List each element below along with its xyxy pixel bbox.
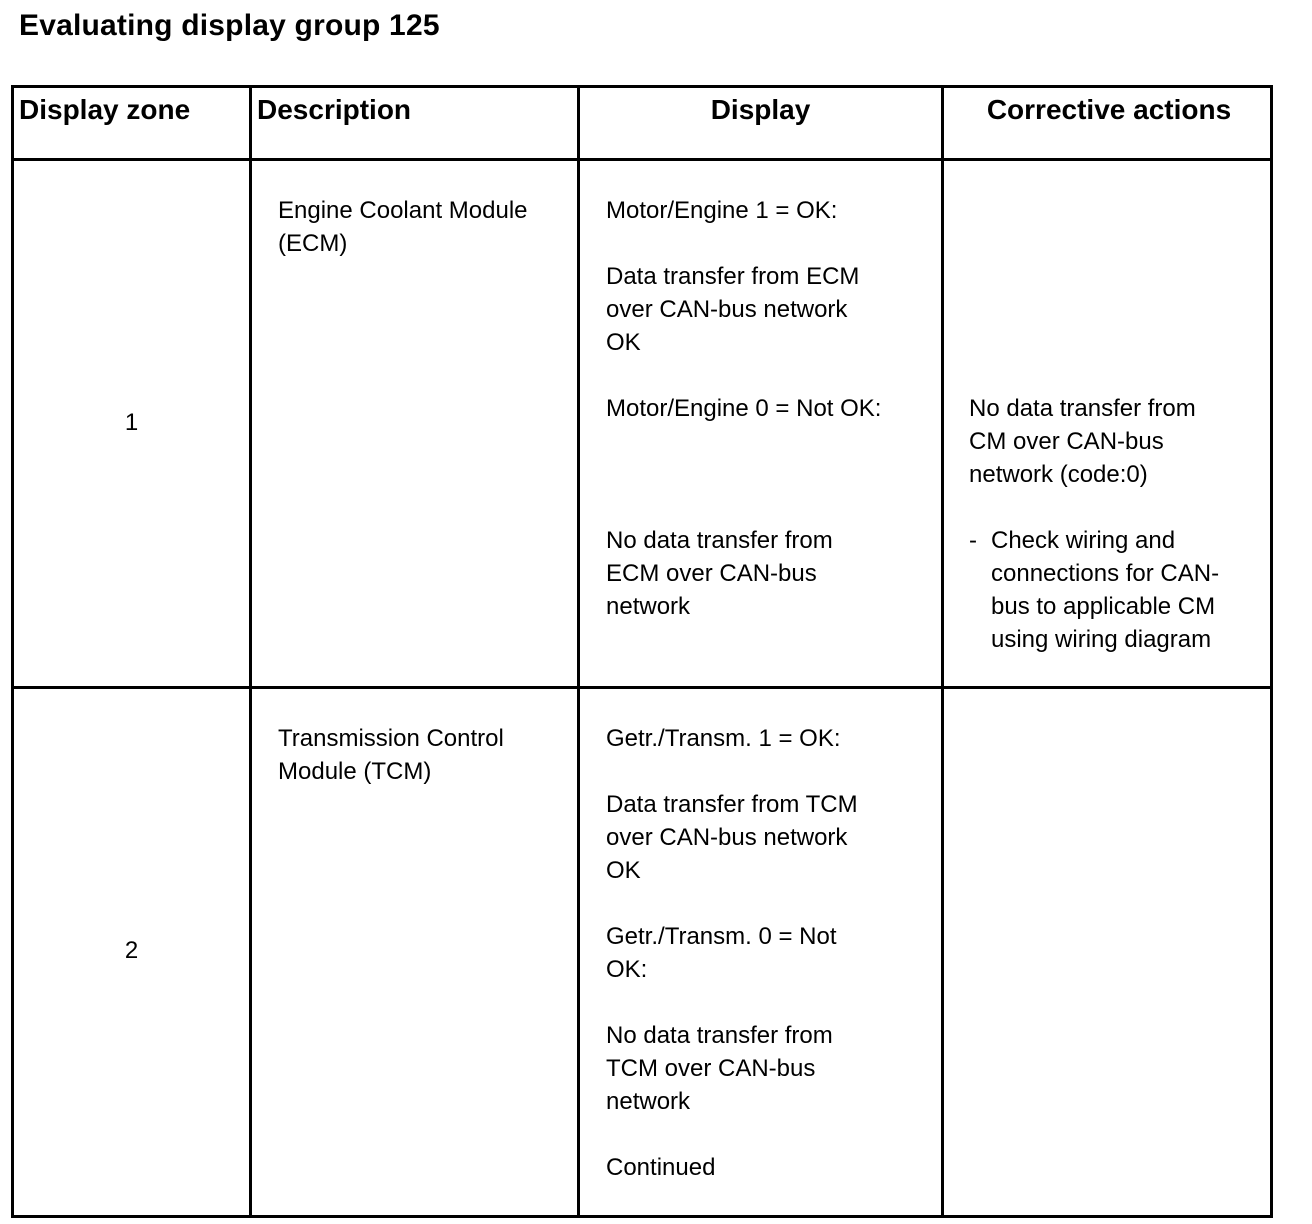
corrective-line: No data transfer from xyxy=(969,395,1196,422)
column-header-description: Description xyxy=(257,94,412,125)
display-ok-explanation xyxy=(606,260,881,359)
display-line: OK xyxy=(606,329,641,356)
column-divider xyxy=(577,88,580,1215)
row-1-display xyxy=(606,194,881,425)
display-line: No data transfer from xyxy=(606,527,833,554)
row-1-display-not-ok-explanation xyxy=(606,524,833,623)
description-line: Transmission Control xyxy=(278,725,504,752)
description-line: (ECM) xyxy=(278,230,348,257)
corrective-line: using wiring diagram xyxy=(991,626,1212,653)
display-status-ok xyxy=(606,194,881,227)
corrective-line: connections for CAN- xyxy=(991,560,1220,587)
display-line: Data transfer from TCM xyxy=(606,791,858,818)
row-2-display xyxy=(606,722,858,1184)
display-line: ECM over CAN-bus xyxy=(606,560,817,587)
header-divider xyxy=(14,158,1270,161)
row-1-corrective-text xyxy=(969,392,1196,491)
display-not-ok-explanation xyxy=(606,1019,858,1118)
display-line: network xyxy=(606,593,691,620)
column-header-corrective-actions: Corrective actions xyxy=(986,94,1232,125)
display-status-not-ok xyxy=(606,920,858,986)
corrective-line: CM over CAN-bus xyxy=(969,428,1164,455)
display-line: over CAN-bus network xyxy=(606,296,848,323)
display-status-ok xyxy=(606,722,858,755)
display-group-table xyxy=(11,85,1273,1218)
row-divider xyxy=(14,686,1270,689)
description-line: Module (TCM) xyxy=(278,758,432,785)
display-ok-explanation xyxy=(606,788,858,887)
row-1-description xyxy=(278,194,528,260)
display-line: Getr./Transm. 0 = Not xyxy=(606,923,837,950)
corrective-line: bus to applicable CM xyxy=(991,593,1216,620)
row-1-zone: 1 xyxy=(124,409,139,436)
column-divider xyxy=(941,88,944,1215)
display-line: network xyxy=(606,1088,691,1115)
page-title: Evaluating display group 125 xyxy=(19,9,440,42)
display-line: TCM over CAN-bus xyxy=(606,1055,816,1082)
row-2-description xyxy=(278,722,504,788)
display-line: Motor/Engine 0 = Not OK: xyxy=(606,395,882,422)
column-header-display-zone: Display zone xyxy=(19,94,191,125)
display-line: Getr./Transm. 1 = OK: xyxy=(606,725,841,752)
display-line: Continued xyxy=(606,1154,716,1181)
bullet-dash: - xyxy=(969,527,977,554)
description-line: Engine Coolant Module xyxy=(278,197,528,224)
column-header-display: Display xyxy=(710,94,811,125)
display-line: OK xyxy=(606,857,641,884)
display-line: Motor/Engine 1 = OK: xyxy=(606,197,838,224)
row-2-zone: 2 xyxy=(124,937,139,964)
corrective-line: Check wiring and xyxy=(991,527,1176,554)
display-line: Data transfer from ECM xyxy=(606,263,860,290)
display-status-not-ok xyxy=(606,392,881,425)
corrective-line: network (code:0) xyxy=(969,461,1148,488)
display-line: OK: xyxy=(606,956,648,983)
continued-note xyxy=(606,1151,858,1184)
display-line: over CAN-bus network xyxy=(606,824,848,851)
column-divider xyxy=(249,88,252,1215)
row-1-corrective-bullet xyxy=(969,524,1312,656)
display-line: No data transfer from xyxy=(606,1022,833,1049)
